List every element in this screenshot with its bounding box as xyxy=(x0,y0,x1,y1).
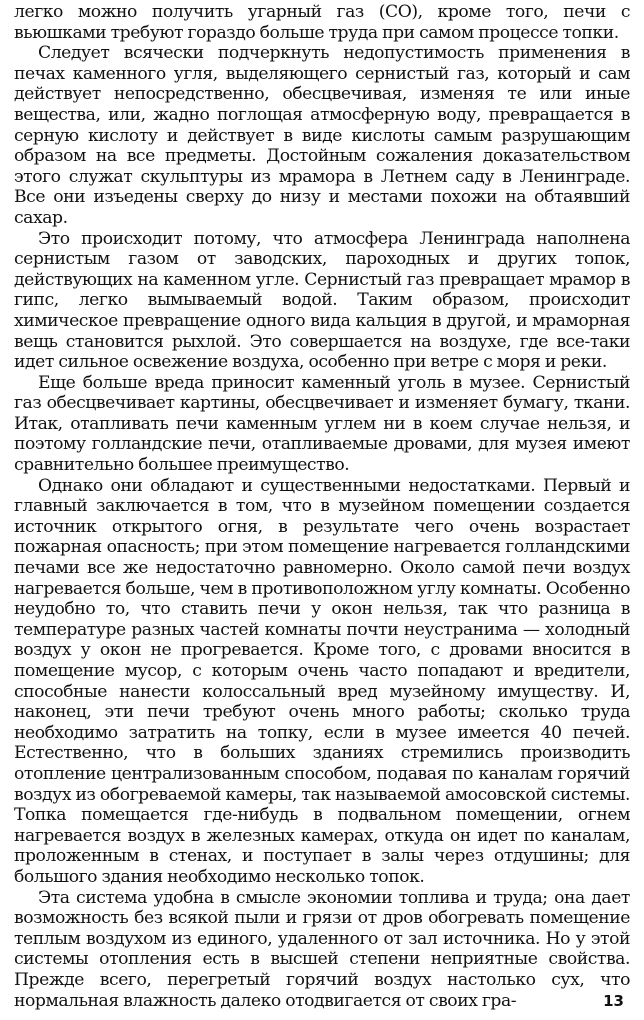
document-page xyxy=(14,2,630,1012)
paragraph-6: Эта система удобна в смысле экономии топлива и труда; она дает возможность без всякой пыли и грязи от дров обогревать помещение теплым воздухом из единого, удаленного от зал источника. Но у этой системы отопления есть в высшей степени неприятные свойства. Прежде всего, перегретый горячий воздух настолько сух, что нормальная влажность далеко отодвигается от своих гра- xyxy=(14,887,630,1011)
paragraph-4: Еще больше вреда приносит каменный уголь в музее. Сернистый газ обесцвечивает картины, обесцвечивает и изменяет бумагу, ткани. Итак, отапливать печи каменным углем ни в коем случае нельзя, и поэтому голландские печи, отапливаемые дровами, для музея имеют сравнительно большее преимущество. xyxy=(14,372,630,476)
page-number: 13 xyxy=(603,992,624,1010)
paragraph-1: легко можно получить угарный газ (СО), кроме того, печи с вьюшками требуют гораздо больше труда при самом процессе топки. xyxy=(14,2,630,43)
body-text xyxy=(14,2,630,1011)
paragraph-3: Это происходит потому, что атмосфера Ленинграда наполнена сернистым газом от заводских, пароходных и других топок, действующих на каменном угле. Сернистый газ превращает мрамор в гипс, легко вымываемый водой. Таким образом, происходит химическое превращение одного вида кальция в другой, и мраморная вещь становится рыхлой. Это совершается на воздухе, где все-таки идет сильное освежение воздуха, особенно при ветре с моря и реки. xyxy=(14,228,630,373)
paragraph-2: Следует всячески подчеркнуть недопустимость применения в печах каменного угля, выделяющего сернистый газ, который и сам действует непосредственно, обесцвечивая, изменяя те или иные вещества, или, жадно поглощая атмосферную воду, превращается в серную кислоту и действует в виде кислоты самым разрушающим образом на все предметы. Достойным сожаления доказательством этого служат скульптуры из мрамора в Летнем саду в Ленинграде. Все они изъедены сверху до низу и местами похожи на обтаявший сахар. xyxy=(14,43,630,228)
paragraph-5: Однако они обладают и существенными недостатками. Первый и главный заключается в том, что в музейном помещении создается источник открытого огня, в результате чего очень возрастает пожарная опасность; при этом помещение нагревается голландскими печами все же недостаточно равномерно. Около самой печи воздух нагревается больше, чем в противоположном углу комнаты. Особенно неудобно то, что ставить печи у окон нельзя, так что разница в температуре разных частей комнаты почти неустранима — холодный воздух у окон не прогревается. Кроме того, с дровами вносится в помещение мусор, с которым очень часто попадают и вредители, способные нанести колоссальный вред музейному имуществу. И, наконец, эти печи требуют очень много работы; сколько труда необходимо затратить на топку, если в музее имеется 40 печей. Естественно, что в больших зданиях стремились производить отопление централизованным способом, подавая по каналам горячий воздух из обогреваемой камеры, так называемой амосовской системы. Топка помещается где-нибудь в подвальном помещении, огнем нагревается воздух в железных камерах, откуда он идет по каналам, проложенным в стенах, и поступает в залы через отдушины; для большого здания необходимо несколько топок. xyxy=(14,475,630,887)
